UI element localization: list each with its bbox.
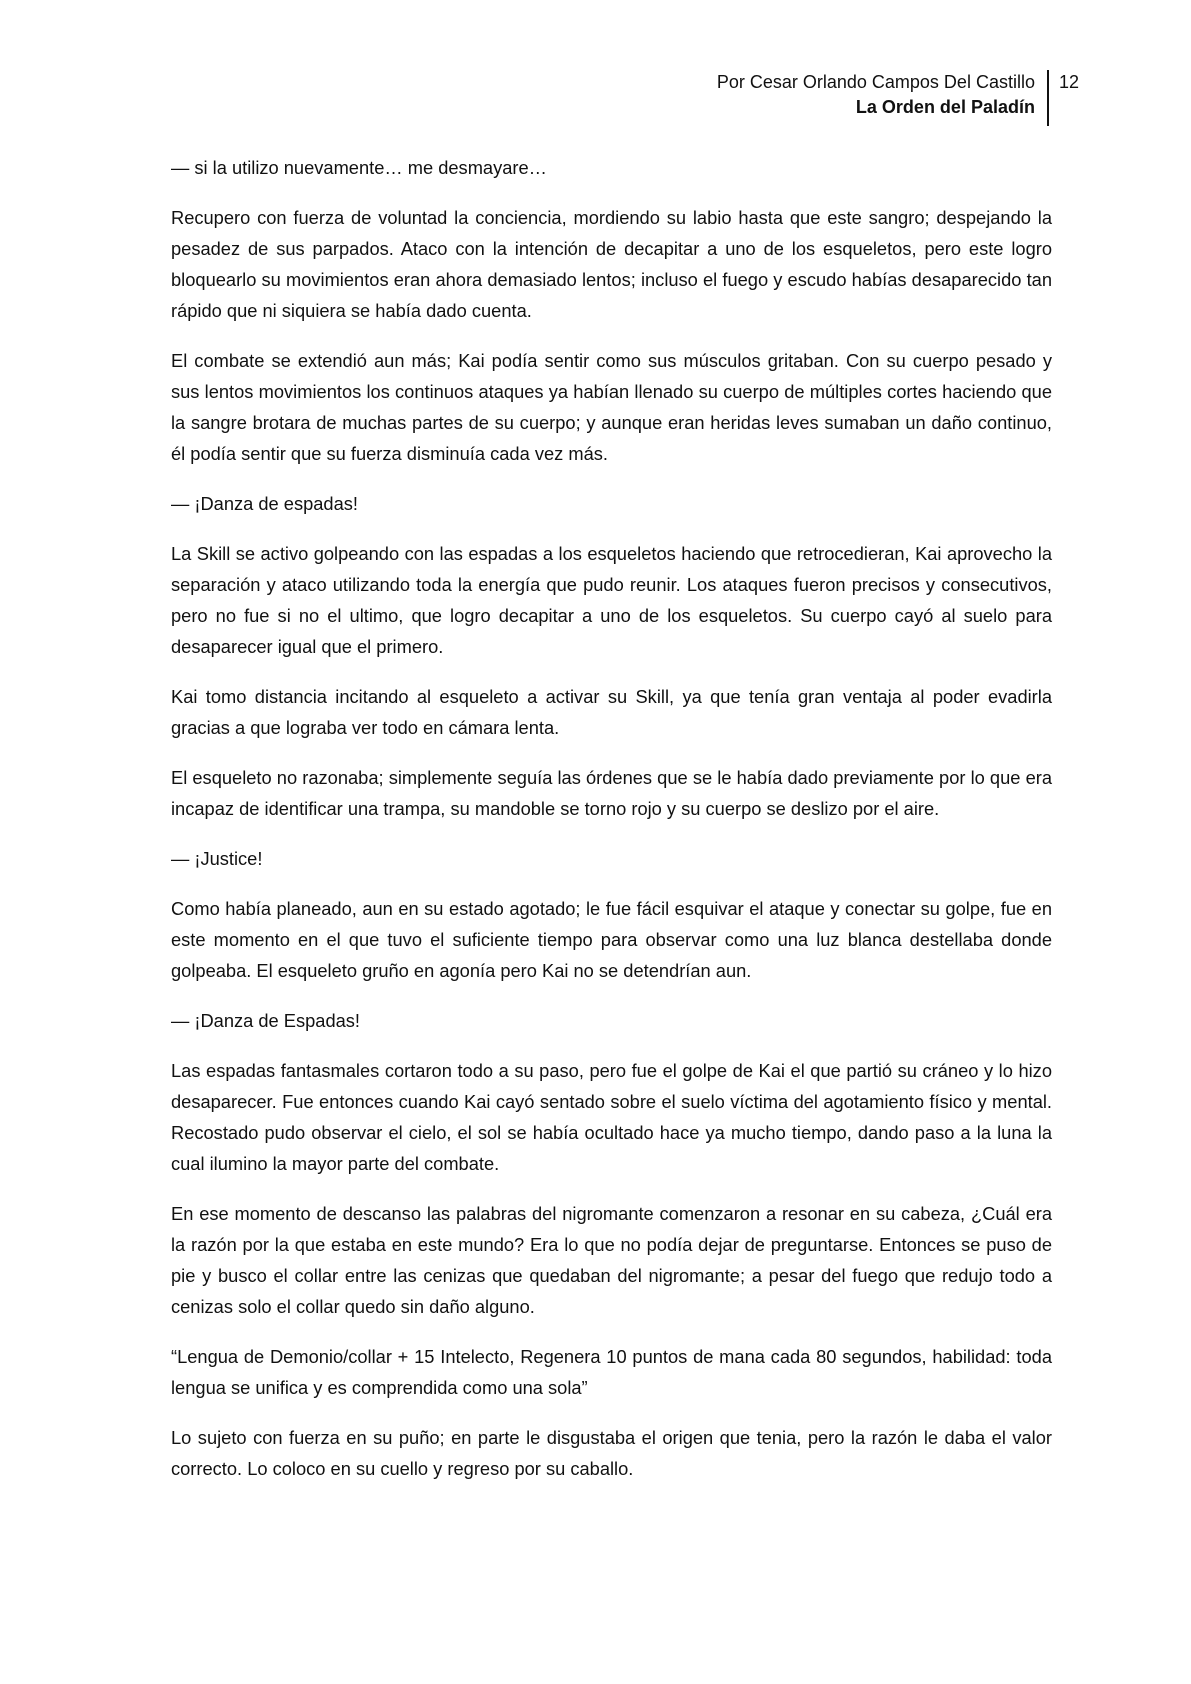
page-number: 12 — [1058, 72, 1079, 92]
paragraph: Las espadas fantasmales cortaron todo a su paso, pero fue el golpe de Kai el que partió su cráneo y lo hizo desaparecer. Fue entonces cuando Kai cayó sentado sobre el suelo víctima del agotamiento físico y mental. Recostado pudo observar el cielo, el sol se había ocultado hace ya mucho tiempo, dando paso a la luna la cual ilumino la mayor parte del combate. — [171, 1060, 1052, 1174]
paragraph: El combate se extendió aun más; Kai podía sentir como sus músculos gritaban. Con su cuerpo pesado y sus lentos movimientos los continuos ataques ya habían llenado su cuerpo de múltiples cortes haciendo que la sangre brotara de muchas partes de su cuerpo; y aunque eran heridas leves sumaban un daño continuo, él podía sentir que su fuerza disminuía cada vez más. — [171, 350, 1052, 464]
paragraph: En ese momento de descanso las palabras del nigromante comenzaron a resonar en su cabeza, ¿Cuál era la razón por la que estaba en este mundo? Era lo que no podía dejar de preguntarse. Entonces se puso de pie y busco el collar entre las cenizas que quedaban del nigromante; a pesar del fuego que redujo todo a cenizas solo el collar quedo sin daño alguno. — [171, 1203, 1052, 1317]
paragraph: — si la utilizo nuevamente… me desmayare… — [171, 157, 547, 178]
paragraph: El esqueleto no razonaba; simplemente seguía las órdenes que se le había dado previamente por lo que era incapaz de identificar una trampa, su mandoble se torno rojo y su cuerpo se deslizo por el aire. — [171, 767, 1052, 819]
paragraph: Kai tomo distancia incitando al esqueleto a activar su Skill, ya que tenía gran ventaja al poder evadirla gracias a que lograba ver todo en cámara lenta. — [171, 686, 1052, 738]
paragraph: “Lengua de Demonio/collar + 15 Intelecto, Regenera 10 puntos de mana cada 80 segundos, habilidad: toda lengua se unifica y es comprendida como una sola” — [171, 1346, 1052, 1398]
header-text-block — [717, 70, 1047, 120]
paragraph: — ¡Danza de Espadas! — [171, 1010, 361, 1031]
body-text — [171, 152, 1052, 1503]
paragraph: La Skill se activo golpeando con las espadas a los esqueletos haciendo que retrocedieran, Kai aprovecho la separación y ataco utilizando toda la energía que pudo reunir. Los ataques fueron precisos y consecutivos, pero no fue si no el ultimo, que logro decapitar a uno de los esqueletos. Su cuerpo cayó al suelo para desaparecer igual que el primero. — [171, 543, 1052, 657]
paragraph: — ¡Justice! — [171, 848, 263, 869]
page-header — [717, 70, 1079, 126]
header-author: Por Cesar Orlando Campos Del Castillo — [716, 72, 1035, 92]
paragraph: Recupero con fuerza de voluntad la conciencia, mordiendo su labio hasta que este sangro; despejando la pesadez de sus parpados. Ataco con la intención de decapitar a uno de los esqueletos, pero este logro bloquearlo su movimientos eran ahora demasiado lentos; incluso el fuego y escudo habías desaparecido tan rápido que ni siquiera se había dado cuenta. — [171, 207, 1052, 321]
paragraph: — ¡Danza de espadas! — [171, 493, 358, 514]
paragraph: Como había planeado, aun en su estado agotado; le fue fácil esquivar el ataque y conectar su golpe, fue en este momento en el que tuvo el suficiente tiempo para observar como una luz blanca destellaba donde golpeaba. El esqueleto gruño en agonía pero Kai no se detendrían aun. — [171, 898, 1052, 981]
paragraph: Lo sujeto con fuerza en su puño; en parte le disgustaba el origen que tenia, pero la razón le daba el valor correcto. Lo coloco en su cuello y regreso por su caballo. — [171, 1427, 1052, 1479]
header-title: La Orden del Paladín — [855, 97, 1035, 117]
